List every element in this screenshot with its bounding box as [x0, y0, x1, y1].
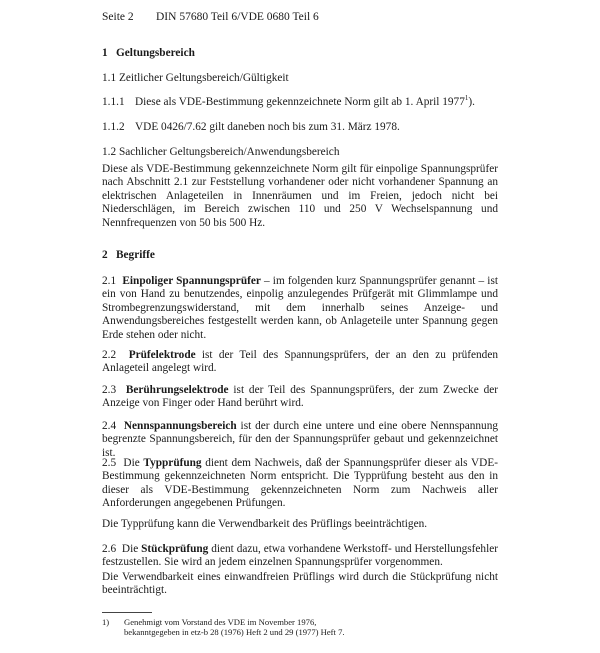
footnote-separator: [102, 612, 152, 613]
document-title: DIN 57680 Teil 6/VDE 0680 Teil 6: [156, 11, 319, 23]
footnote-line-2: bekanntgegeben in etz-b 28 (1976) Heft 2 und 29 (1977) Heft 7.: [124, 627, 345, 638]
definition-2-1: 2.1 Einpoliger Spannungsprüfer – im folgenden kurz Spannungsprüfer genannt – ist ein von Hand zu benutzendes, einpolig anzulegendes Prüfgerät mit Glimmlampe und Strombegrenzungswiderstand, mit dem innerhalb seines Anzeige- und Anwendungsbereiches festgestellt werden kann, ob Anlageteile unter Spannung gegen Erde stehen oder nicht.: [102, 275, 498, 341]
footnote-mark: 1): [102, 617, 110, 627]
definition-2-3: 2.3 Berührungselektrode ist der Teil des Spannungsprüfers, der zum Zwecke der Anzeige von Finger oder Hand berührt wird.: [102, 384, 498, 410]
section-1-2-paragraph: Diese als VDE-Bestimmung gekennzeichnete Norm gilt für einpolige Spannungsprüfer nach Abschnitt 2.1 zur Feststellung vorhandener oder nicht vorhandener Spannung an elektrischen Anlageteilen in Innenräumen und im Freien, jedoch nicht bei Niederschlägen, im Bereich zwischen 110 und 250 V Wechselspannung und Nennfrequenzen von 50 bis 500 Hz.: [102, 163, 498, 229]
defined-term: Nennspannungsbereich: [123, 420, 237, 432]
definition-2-6: 2.6 Die Stückprüfung dient dazu, etwa vorhandene Werkstoff- und Herstellungsfehler festzustellen. Sie wird an jedem einzelnen Spannungsprüfer vorgenommen.: [102, 543, 498, 569]
footnote: [102, 617, 502, 637]
page-header: [102, 11, 498, 24]
clause-1-1-1: 1.1.1 Diese als VDE-Bestimmung gekennzeichnete Norm gilt ab 1. April 1977$^1$).: [102, 94, 475, 108]
defined-term: Berührungselektrode: [125, 384, 229, 396]
clause-1-1-2: 1.1.2 VDE 0426/7.62 gilt daneben noch bis zum 31. März 1978.: [102, 121, 400, 133]
section-1-1-heading: 1.1 Zeitlicher Geltungsbereich/Gültigkeit: [102, 72, 289, 84]
footnote-ref: 1: [464, 94, 469, 103]
definition-2-6-note: Die Verwendbarkeit eines einwandfreien Prüflings wird durch die Stückprüfung nicht beeinträchtigt.: [102, 571, 498, 597]
defined-term: Einpoliger Spannungsprüfer: [122, 275, 261, 287]
definition-2-5-note: Die Typprüfung kann die Verwendbarkeit des Prüflings beeinträchtigen.: [102, 518, 428, 530]
footnote-line-1: Genehmigt vom Vorstand des VDE im November 1976,: [124, 617, 317, 627]
defined-term: Typprüfung: [143, 457, 202, 469]
defined-term: Prüfelektrode: [128, 349, 196, 361]
section-2-heading: 2 Begriffe: [102, 249, 155, 261]
definition-2-5: 2.5 Die Typprüfung dient dem Nachweis, daß der Spannungsprüfer dieser als VDE-Bestimmung gekennzeichneten Norm entspricht. Die Typprüfung besteht aus den in dieser als VDE-Bestimmung gekennzeichneten Norm zum Nachweis aller Anforderungen angegebenen Prüfungen.: [102, 457, 498, 510]
page-number: Seite 2: [102, 11, 134, 23]
defined-term: Stückprüfung: [141, 543, 209, 555]
definition-2-2: 2.2 Prüfelektrode ist der Teil des Spannungsprüfers, der an den zu prüfenden Anlageteil angelegt wird.: [102, 349, 498, 375]
section-1-2-heading: 1.2 Sachlicher Geltungsbereich/Anwendungsbereich: [102, 146, 340, 158]
definition-2-4: 2.4 Nennspannungsbereich ist der durch eine untere und eine obere Nennspannung begrenzte Spannungsbereich, für den der Spannungsprüfer gebaut und gekennzeichnet ist.: [102, 420, 498, 459]
section-1-heading: 1 Geltungsbereich: [102, 47, 195, 59]
